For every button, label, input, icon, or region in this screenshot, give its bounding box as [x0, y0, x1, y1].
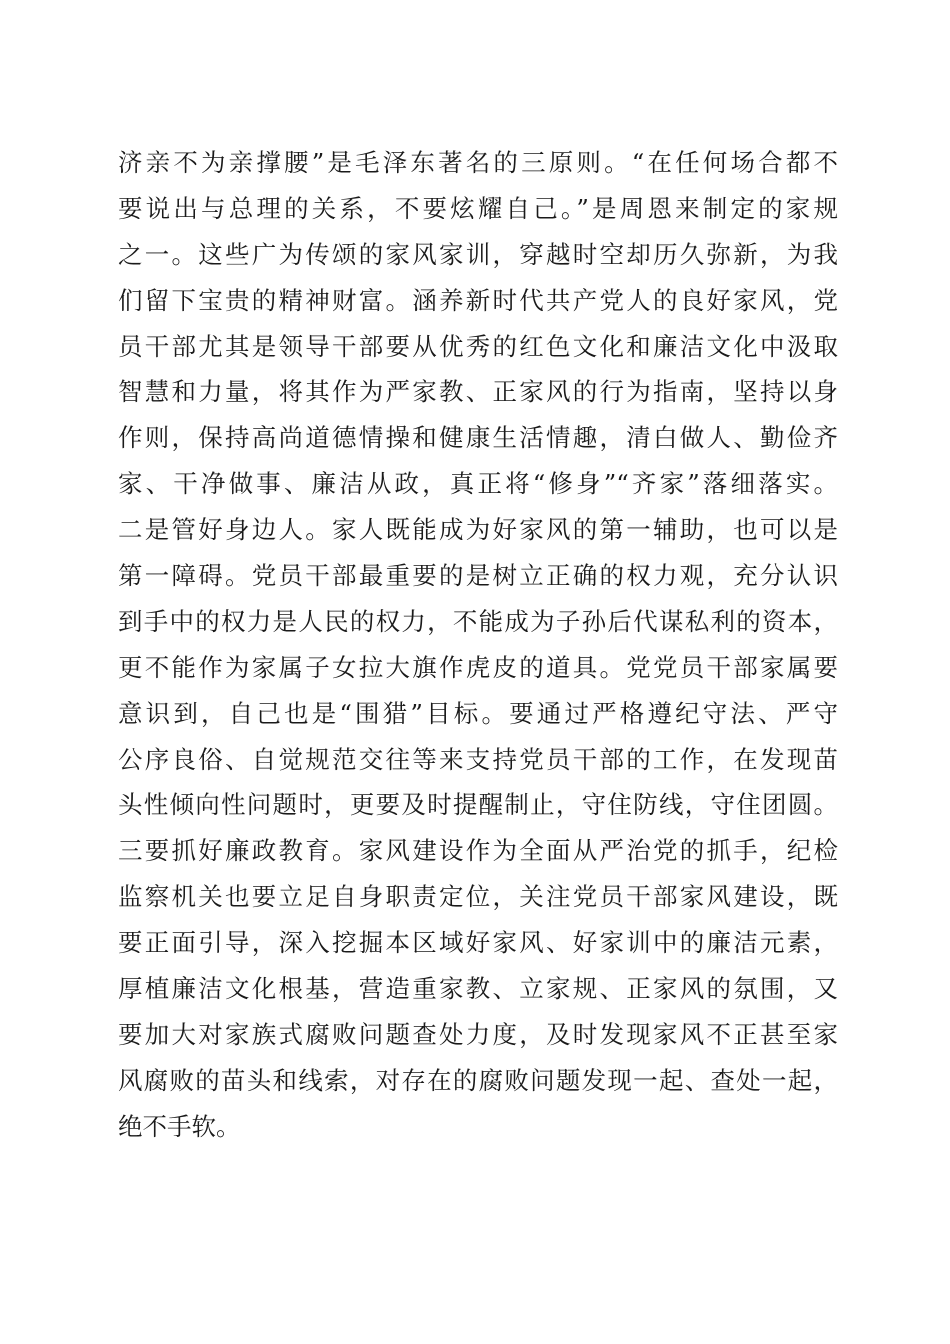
text-line: 更不能作为家属子女拉大旗作虎皮的道具。党党员干部家属要	[118, 652, 838, 682]
text-line: 监察机关也要立足自身职责定位，关注党员干部家风建设，既	[118, 882, 838, 912]
text-line: 到手中的权力是人民的权力，不能成为子孙后代谋私利的资本，	[118, 606, 838, 636]
text-line: 二是管好身边人。家人既能成为好家风的第一辅助，也可以是	[118, 515, 838, 545]
text-line: 意识到，自己也是“围猎”目标。要通过严格遵纪守法、严守	[118, 698, 838, 728]
text-line: 公序良俗、自觉规范交往等来支持党员干部的工作，在发现苗	[118, 744, 838, 774]
text-line: 第一障碍。党员干部最重要的是树立正确的权力观，充分认识	[118, 561, 838, 591]
text-line: 绝不手软。	[118, 1111, 241, 1141]
text-line: 厚植廉洁文化根基，营造重家教、立家规、正家风的氛围，又	[118, 974, 838, 1004]
body-text	[118, 140, 838, 1150]
text-line: 智慧和力量，将其作为严家教、正家风的行为指南，坚持以身	[118, 377, 838, 407]
text-line: 们留下宝贵的精神财富。涵养新时代共产党人的良好家风，党	[118, 285, 838, 315]
text-line: 风腐败的苗头和线索，对存在的腐败问题发现一起、查处一起，	[118, 1065, 838, 1095]
text-line: 作则，保持高尚道德情操和健康生活情趣，清白做人、勤俭齐	[118, 423, 838, 453]
text-line: 之一。这些广为传颂的家风家训，穿越时空却历久弥新，为我	[118, 239, 838, 269]
text-line: 要说出与总理的关系，不要炫耀自己。”是周恩来制定的家规	[118, 193, 838, 223]
text-line: 员干部尤其是领导干部要从优秀的红色文化和廉洁文化中汲取	[118, 331, 838, 361]
text-line: 要加大对家族式腐败问题查处力度，及时发现家风不正甚至家	[118, 1019, 838, 1049]
text-line: 要正面引导，深入挖掘本区域好家风、好家训中的廉洁元素，	[118, 928, 838, 958]
text-line: 头性倾向性问题时，更要及时提醒制止，守住防线，守住团圆。	[118, 790, 838, 820]
text-line: 家、干净做事、廉洁从政，真正将“修身”“齐家”落细落实。	[118, 469, 838, 499]
text-line: 三要抓好廉政教育。家风建设作为全面从严治党的抓手，纪检	[118, 836, 838, 866]
text-line: 济亲不为亲撑腰”是毛泽东著名的三原则。“在任何场合都不	[118, 148, 838, 177]
